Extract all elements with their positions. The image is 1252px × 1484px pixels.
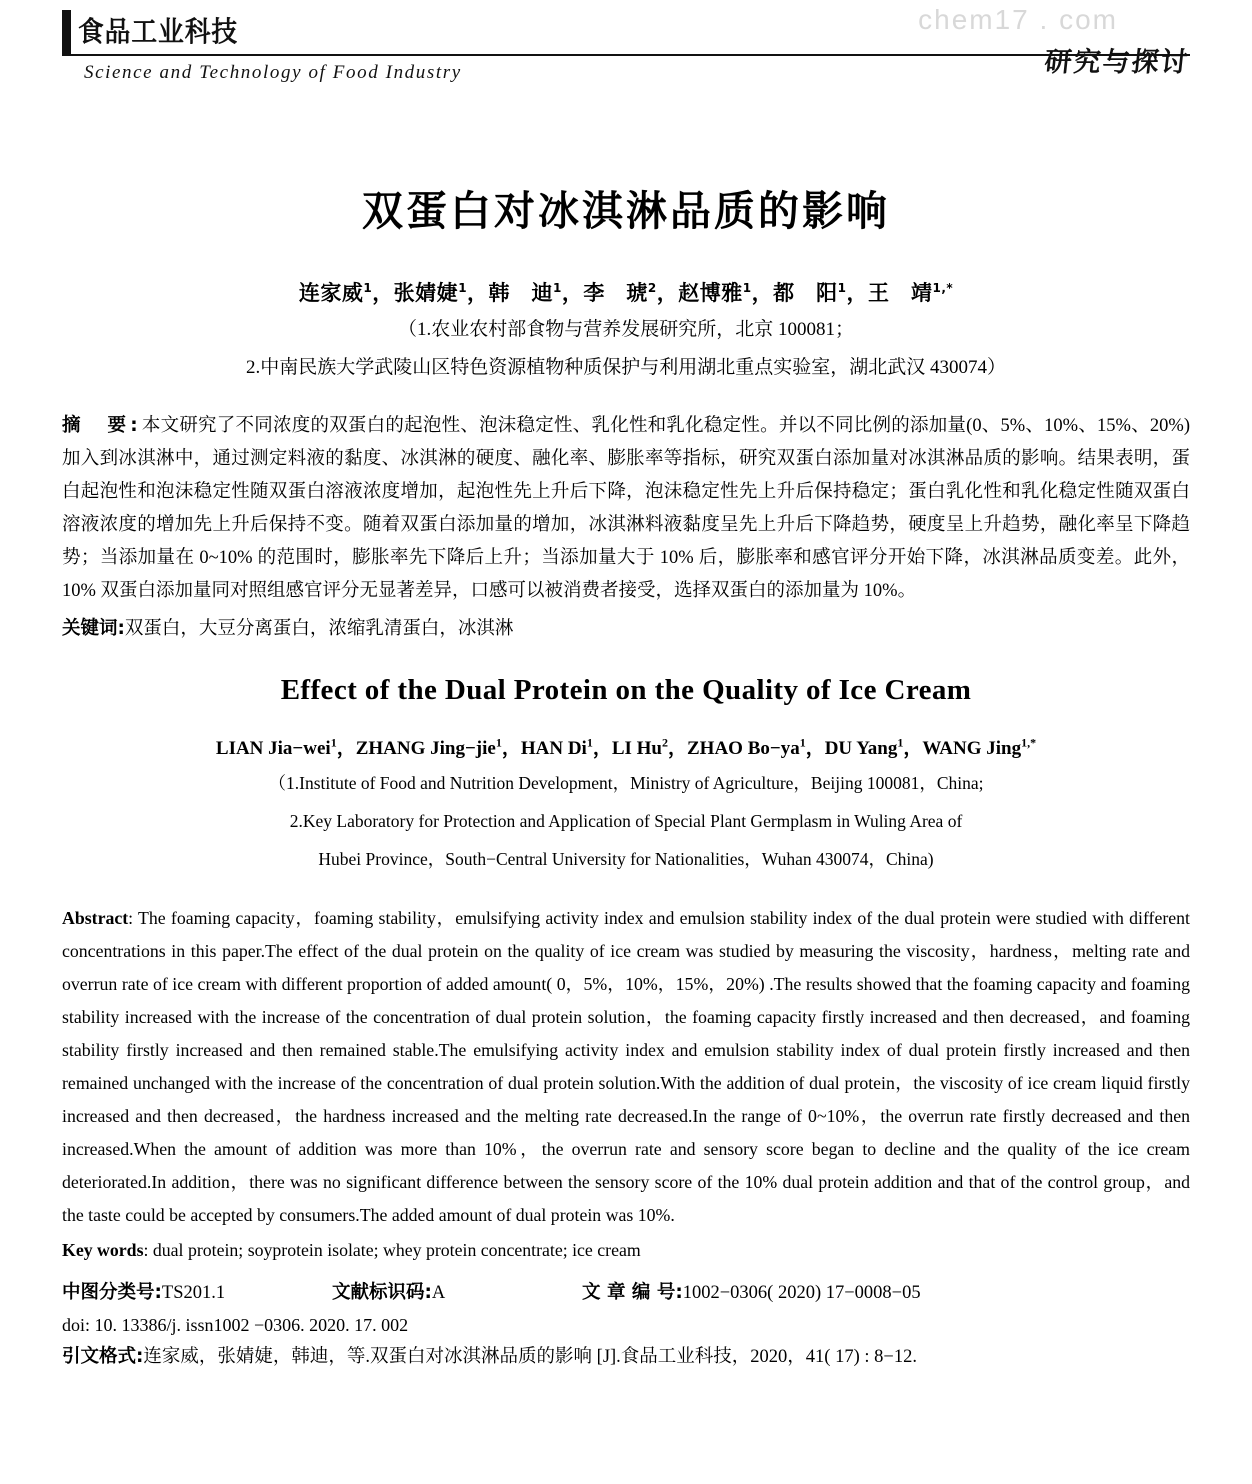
doi-line[interactable]: doi: 10. 13386/j. issn1002 −0306. 2020. 17. 002 [62,1315,409,1335]
keywords-en-label: Key words [62,1240,144,1260]
affiliation-en-2: 2.Key Laboratory for Protection and Application of Special Plant Germplasm in Wuling Area of [289,811,963,831]
citation-value: 连家威，张婧婕，韩迪，等.双蛋白对冰淇淋品质的影响 [J].食品工业科技，2020，41( 17) : 8−12. [143,1347,917,1367]
journal-name-cn: 食品工业科技 [78,15,239,48]
abstract-en-label: Abstract [62,908,129,928]
clc-number [62,1277,332,1309]
page-title: 双蛋白对冰淇淋品质的影响 [362,187,890,235]
masthead [62,0,1190,116]
document-code-label: 文献标识码: [332,1282,432,1303]
keywords-cn-text: 双蛋白，大豆分离蛋白，浓缩乳清蛋白，冰淇淋 [124,619,514,639]
document-code-value: A [431,1283,446,1303]
article-id-value: 1002−0306( 2020) 17−0008−05 [682,1283,921,1303]
logo-bar-decoration [62,10,71,54]
citation-line [62,1341,1190,1373]
keywords-cn-label: 关键词: [62,618,125,639]
masthead-divider [62,54,1190,56]
affiliation-cn-2: 2.中南民族大学武陵山区特色资源植物种质保护与利用湖北重点实验室，湖北武汉 430074） [245,357,1006,378]
affiliation-en-3: Hubei Province，South−Central University for Nationalities，Wuhan 430074，China) [318,849,934,869]
affiliation-cn-1: （1.农业农村部食物与营养发展研究所，北京 100081； [397,319,854,340]
document-code [332,1277,582,1309]
keywords-en [62,1234,1190,1267]
abstract-en-text: : The foaming capacity，foaming stability，emulsifying activity index and emulsion stability index of the dual protein were studied with different concentrations in this paper.The effect of the dual protein on the quality of ice cream was studied by measuring the viscosity，hardness，melting rate and overrun rate of ice cream with different proportion of added amount( 0，5%，10%，15%，20%) .The results showed that the foaming capacity and foaming stability increased with the increase of the concentration of dual protein solution，the foaming capacity firstly increased and then decreased，and foaming stability firstly increased and then remained stable.The emulsifying activity index and emulsion stability index of dual protein firstly increased and then remained unchanged with the increase of the concentration of dual protein solution.With the addition of dual protein，the viscosity of ice cream liquid firstly increased and then decreased，the hardness increased and the melting rate decreased.In the range of 0~10%，the overrun rate firstly decreased and then increased.When the amount of addition was more than 10%，the overrun rate and sensory score began to decline and the quality of the ice cream deteriorated.In addition，there was no significant difference between the sensory score of the 10% dual protein addition and that of the control group，and the taste could be accepted by consumers.The added amount of dual protein was 10%. [62,908,1190,1225]
abstract-cn-label: 摘 要: [62,415,142,436]
keywords-cn [62,612,1190,646]
journal-name-en: Science and Technology of Food Industry [84,62,462,83]
abstract-en [62,902,1190,1232]
watermark-text: chem17 . com [918,4,1118,35]
keywords-en-text: : dual protein; soyprotein isolate; whey protein concentrate; ice cream [143,1240,641,1260]
authors-en: LIAN Jia−wei$^1$，ZHANG Jing−jie$^1$，HAN Di$^1$，LI Hu$^2$，ZHAO $Bo-ya^1$，DU Yang$^1$，WANG Jing$^{1,*}$ [215,735,1037,759]
affiliation-en-1: （1.Institute of Food and Nutrition Development，Ministry of Agriculture，Beijing 100081，China; [268,773,984,793]
clc-value: TS201.1 [161,1283,226,1303]
column-tag: 研究与探讨 [1043,47,1192,78]
page-title-en: Effect of the Dual Protein on the Quality of Ice Cream [280,674,972,706]
metadata-codes-row [62,1277,1190,1309]
clc-label: 中图分类号: [62,1282,162,1303]
abstract-cn-text: 本文研究了不同浓度的双蛋白的起泡性、泡沫稳定性、乳化性和乳化稳定性。并以不同比例的添加量(0、5%、10%、15%、20%)加入到冰淇淋中，通过测定料液的黏度、冰淇淋的硬度、融化率、膨胀率等指标，研究双蛋白添加量对冰淇淋品质的影响。结果表明，蛋白起泡性和泡沫稳定性随双蛋白溶液浓度增加，起泡性先上升后下降，泡沫稳定性先上升后保持稳定；蛋白乳化性和乳化稳定性随双蛋白溶液浓度的增加先上升后保持不变。随着双蛋白添加量的增加，冰淇淋料液黏度呈先上升后下降趋势，硬度呈上升趋势，融化率呈下降趋势；当添加量在 0~10% 的范围时，膨胀率先下降后上升；当添加量大于 10% 后，膨胀率和感官评分开始下降，冰淇淋品质变差。此外，10% 双蛋白添加量同对照组感官评分无显著差异，口感可以被消费者接受，选择双蛋白的添加量为 10%。 [62,416,1190,601]
citation-label: 引文格式: [62,1346,144,1367]
abstract-cn [62,409,1190,608]
article-metadata [62,1277,1190,1373]
authors-cn: 连家威$^1$，张婧婕$^1$，韩 迪$^1$，李 琥$^2$，赵博雅$^1$，都 阳$^1$，王 靖$^{1,*}$ [298,281,954,305]
article-id-label: 文 章 编 号: [582,1282,683,1303]
journal-logo [62,10,252,54]
article-id [582,1277,921,1309]
